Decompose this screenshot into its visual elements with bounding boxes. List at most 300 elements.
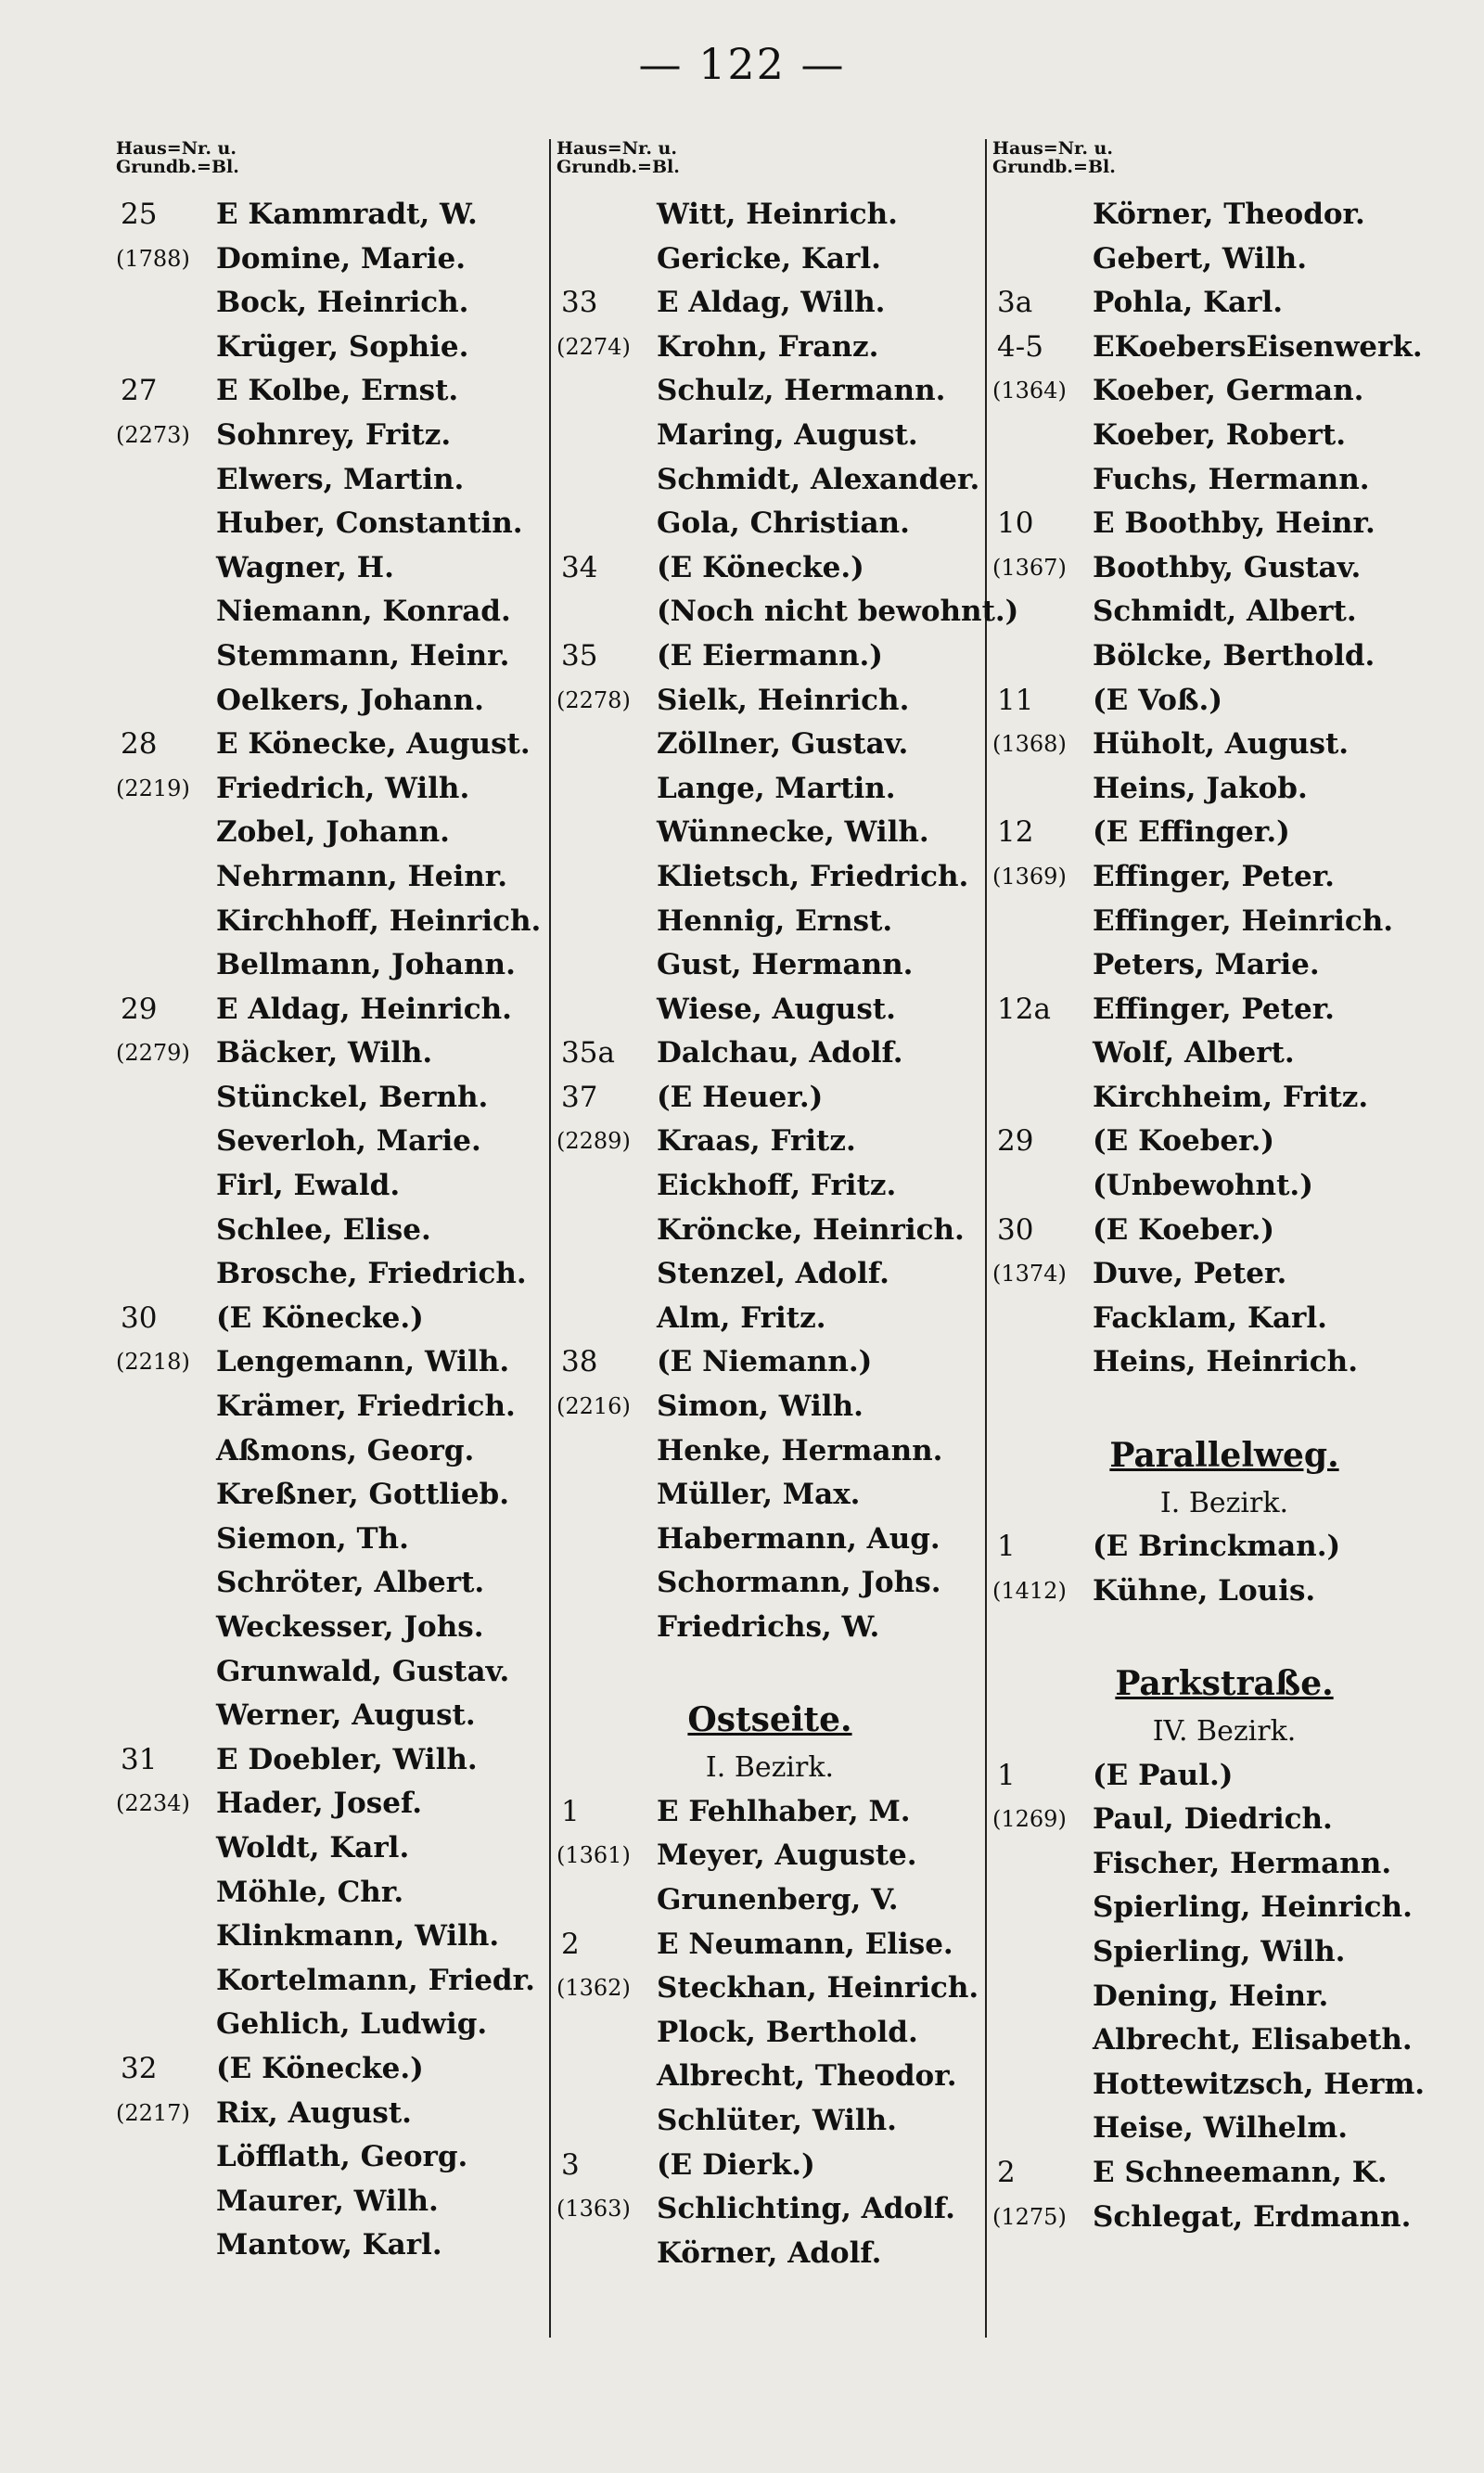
resident-name: Friedrich, Wilh. <box>216 771 470 805</box>
resident-name: E Boothby, Heinr. <box>1093 506 1375 541</box>
directory-entry <box>116 1782 543 1826</box>
directory-entry <box>992 767 1456 812</box>
directory-entry <box>116 1120 543 1164</box>
land-register-number: (2234) <box>116 1790 190 1817</box>
district-label: IV. Bezirk. <box>1152 1715 1297 1748</box>
resident-name: Schröter, Albert. <box>216 1566 485 1600</box>
house-number: 30 <box>121 1301 158 1335</box>
resident-name: E Fehlhaber, M. <box>657 1794 911 1828</box>
directory-entry <box>116 1297 543 1341</box>
resident-name: Heise, Wilhelm. <box>1093 2111 1349 2146</box>
resident-name: E Schneemann, K. <box>1093 2155 1388 2189</box>
resident-name: Hüholt, August. <box>1093 727 1350 762</box>
resident-name: Steckhan, Heinrich. <box>657 1971 979 2005</box>
resident-name: Gehlich, Ludwig. <box>216 2007 488 2042</box>
directory-entry <box>116 1606 543 1650</box>
resident-name: Zöllner, Gustav. <box>657 727 909 762</box>
land-register-number: (1362) <box>556 1975 631 2002</box>
resident-name: Alm, Fritz. <box>657 1301 826 1335</box>
directory-entry <box>992 1798 1456 1842</box>
resident-name: Schlegat, Erdmann. <box>1093 2199 1412 2234</box>
resident-name: E Doebler, Wilh. <box>216 1742 478 1776</box>
header-house-number: Haus=Nr. u. <box>556 138 677 159</box>
resident-name: Firl, Ewald. <box>216 1169 401 1203</box>
directory-entry <box>116 679 543 724</box>
directory-entry <box>116 1031 543 1076</box>
land-register-number: (2289) <box>556 1128 631 1155</box>
resident-name: Gola, Christian. <box>657 506 910 541</box>
directory-entry <box>116 237 543 282</box>
directory-entry <box>556 855 983 900</box>
resident-name: Gericke, Karl. <box>657 241 881 275</box>
resident-name: Kühne, Louis. <box>1093 1573 1316 1608</box>
resident-name: (E Eiermann.) <box>657 638 883 673</box>
resident-name: Facklam, Karl. <box>1093 1301 1327 1335</box>
resident-name: Witt, Heinrich. <box>657 198 898 231</box>
resident-name: Duve, Peter. <box>1093 1257 1287 1291</box>
resident-name: Huber, Constantin. <box>216 506 523 541</box>
directory-entry <box>116 1076 543 1121</box>
directory-entry <box>992 193 1456 237</box>
directory-entry <box>992 1930 1456 1975</box>
resident-name: Schmidt, Albert. <box>1093 595 1357 629</box>
directory-entry <box>556 1606 983 1650</box>
resident-name: (Unbewohnt.) <box>1093 1169 1313 1203</box>
directory-entry <box>116 1738 543 1783</box>
resident-name: Krohn, Franz. <box>657 329 879 364</box>
directory-entry <box>116 1518 543 1562</box>
resident-name: Effinger, Heinrich. <box>1093 903 1394 938</box>
directory-entry <box>116 1694 543 1738</box>
land-register-number: (1363) <box>556 2196 631 2223</box>
resident-name: (E Niemann.) <box>657 1345 873 1379</box>
land-register-number: (2279) <box>116 1040 190 1067</box>
land-register-number: (1369) <box>992 863 1067 890</box>
land-register-number: (2274) <box>556 333 631 360</box>
directory-entry <box>992 723 1456 767</box>
directory-entry <box>556 281 983 326</box>
house-number: 29 <box>121 992 158 1026</box>
resident-name: Siemon, Th. <box>216 1521 409 1556</box>
resident-name: Gust, Hermann. <box>657 948 914 982</box>
directory-entry <box>992 326 1456 370</box>
directory-entry <box>556 326 983 370</box>
resident-name: Hottewitzsch, Herm. <box>1093 2067 1426 2101</box>
resident-name: Gebert, Wilh. <box>1093 241 1307 275</box>
directory-entry <box>116 767 543 812</box>
directory-entry <box>116 590 543 634</box>
resident-name: Stenzel, Adolf. <box>657 1257 889 1291</box>
resident-name: Boothby, Gustav. <box>1093 550 1362 584</box>
resident-name: Effinger, Peter. <box>1093 859 1335 893</box>
house-number: 4-5 <box>997 329 1043 364</box>
spacer <box>992 1613 1456 1658</box>
directory-entry <box>116 988 543 1032</box>
house-number: 34 <box>561 550 598 584</box>
directory-entry <box>556 1164 983 1209</box>
resident-name: Friedrichs, W. <box>657 1610 880 1644</box>
header-land-register: Grundb.=Bl. <box>992 157 1116 177</box>
directory-entry <box>992 855 1456 900</box>
resident-name: Fuchs, Hermann. <box>1093 462 1370 496</box>
directory-entry <box>116 811 543 855</box>
column-header <box>116 139 543 193</box>
directory-entry <box>992 1975 1456 2019</box>
resident-name: Heins, Jakob. <box>1093 771 1308 805</box>
resident-name: Albrecht, Elisabeth. <box>1093 2023 1413 2057</box>
spacer <box>556 1650 983 1695</box>
resident-name: Koeber, German. <box>1093 374 1364 408</box>
directory-entry <box>556 1297 983 1341</box>
house-number: 30 <box>997 1212 1034 1247</box>
directory-entry <box>992 369 1456 414</box>
resident-name: Bölcke, Berthold. <box>1093 638 1375 673</box>
directory-entry <box>556 1340 983 1385</box>
directory-entry <box>116 2223 543 2268</box>
resident-name: Möhle, Chr. <box>216 1875 404 1909</box>
column-divider <box>985 139 987 2338</box>
house-number: 2 <box>997 2155 1016 2189</box>
directory-entry <box>992 1570 1456 1614</box>
directory-entry <box>116 2003 543 2047</box>
directory-entry <box>992 458 1456 503</box>
house-number: 12a <box>997 992 1051 1026</box>
house-number: 37 <box>561 1080 598 1114</box>
resident-name: Mantow, Karl. <box>216 2228 442 2262</box>
directory-entry <box>556 988 983 1032</box>
resident-name: E Aldag, Wilh. <box>657 286 886 320</box>
resident-name: Spierling, Wilh. <box>1093 1934 1346 1968</box>
resident-name: Maring, August. <box>657 417 918 452</box>
section-title: Parallelweg. <box>1109 1435 1339 1475</box>
directory-entry <box>992 414 1456 458</box>
house-number: 1 <box>997 1758 1016 1792</box>
house-number: 2 <box>561 1927 580 1961</box>
resident-name: Kortelmann, Friedr. <box>216 1963 535 1997</box>
column-header <box>992 139 1456 193</box>
resident-name: Henke, Hermann. <box>657 1433 943 1467</box>
directory-entry <box>556 1385 983 1429</box>
header-land-register: Grundb.=Bl. <box>116 157 239 177</box>
directory-entry <box>556 767 983 812</box>
directory-entry <box>116 2047 543 2092</box>
house-number: 33 <box>561 286 598 320</box>
resident-name: (E Dierk.) <box>657 2147 815 2182</box>
land-register-number: (1361) <box>556 1842 631 1869</box>
section-title: Ostseite. <box>687 1700 852 1740</box>
resident-name: (E Könecke.) <box>216 2051 424 2085</box>
resident-name: Schmidt, Alexander. <box>657 462 980 496</box>
resident-name: Albrecht, Theodor. <box>657 2059 957 2094</box>
directory-entry <box>992 1164 1456 1209</box>
resident-name: Dalchau, Adolf. <box>657 1036 903 1070</box>
directory-entry <box>116 723 543 767</box>
resident-name: Stemmann, Heinr. <box>216 638 510 673</box>
entry-list <box>992 193 1456 2239</box>
resident-name: (E Könecke.) <box>657 550 864 584</box>
directory-entry <box>556 237 983 282</box>
directory-entry <box>556 1923 983 1967</box>
directory-entry <box>992 1031 1456 1076</box>
directory-entry <box>116 1209 543 1253</box>
resident-name: E Aldag, Heinrich. <box>216 992 512 1026</box>
directory-entry <box>116 1561 543 1606</box>
district-label: I. Bezirk. <box>1159 1486 1289 1519</box>
land-register-number: (1275) <box>992 2203 1067 2230</box>
house-number: 10 <box>997 506 1034 541</box>
resident-name: Löfflath, Georg. <box>216 2140 468 2174</box>
resident-name: (E Koeber.) <box>1093 1124 1275 1159</box>
directory-entry <box>556 1209 983 1253</box>
directory-entry <box>556 2144 983 2188</box>
spacer <box>992 1385 1456 1429</box>
resident-name: E Kolbe, Ernst. <box>216 374 459 408</box>
directory-entry <box>116 900 543 944</box>
resident-name: Lange, Martin. <box>657 771 896 805</box>
resident-name: Fischer, Hermann. <box>1093 1846 1392 1880</box>
directory-entry <box>992 1297 1456 1341</box>
resident-name: Stünckel, Bernh. <box>216 1080 489 1114</box>
resident-name: Schulz, Hermann. <box>657 374 946 408</box>
house-number: 27 <box>121 374 158 408</box>
directory-entry <box>556 193 983 237</box>
header-house-number: Haus=Nr. u. <box>992 138 1113 159</box>
house-number: 12 <box>997 815 1034 850</box>
resident-name: Kirchheim, Fritz. <box>1093 1080 1369 1114</box>
directory-entry <box>556 2055 983 2099</box>
land-register-number: (1269) <box>992 1806 1067 1833</box>
column-3 <box>992 139 1456 2239</box>
resident-name: Peters, Marie. <box>1093 948 1320 982</box>
directory-entry <box>556 458 983 503</box>
directory-entry <box>556 1790 983 1835</box>
directory-entry <box>556 943 983 988</box>
resident-name: Grunwald, Gustav. <box>216 1654 510 1688</box>
directory-entry <box>116 2135 543 2180</box>
directory-entry <box>992 590 1456 634</box>
directory-entry <box>992 900 1456 944</box>
entry-list <box>116 193 543 2268</box>
directory-entry <box>556 414 983 458</box>
resident-name: (E Könecke.) <box>216 1301 424 1335</box>
directory-entry <box>992 1209 1456 1253</box>
resident-name: Hennig, Ernst. <box>657 903 893 938</box>
house-number: 35a <box>561 1036 615 1070</box>
resident-name: Koeber, Robert. <box>1093 417 1347 452</box>
resident-name: Effinger, Peter. <box>1093 992 1335 1026</box>
directory-entry <box>116 458 543 503</box>
resident-name: Klinkmann, Wilh. <box>216 1919 500 1954</box>
directory-entry <box>992 811 1456 855</box>
resident-name: Meyer, Auguste. <box>657 1839 917 1873</box>
column-1 <box>116 139 543 2268</box>
resident-name: Werner, August. <box>216 1698 476 1733</box>
resident-name: Bellmann, Johann. <box>216 948 516 982</box>
directory-entry <box>116 369 543 414</box>
directory-entry <box>992 1120 1456 1164</box>
land-register-number: (2278) <box>556 686 631 713</box>
land-register-number: (1374) <box>992 1261 1067 1288</box>
column-header <box>556 139 983 193</box>
directory-entry <box>992 1886 1456 1930</box>
resident-name: Domine, Marie. <box>216 241 467 275</box>
directory-entry <box>556 1561 983 1606</box>
directory-entry <box>556 1518 983 1562</box>
directory-entry <box>116 2092 543 2136</box>
directory-entry <box>116 1871 543 1916</box>
directory-entry <box>992 1252 1456 1297</box>
resident-name: Wiese, August. <box>657 992 896 1026</box>
resident-name: Rix, August. <box>216 2095 412 2130</box>
directory-entry <box>556 1031 983 1076</box>
resident-name: EKoebersEisenwerk. <box>1093 329 1423 364</box>
directory-entry <box>556 679 983 724</box>
land-register-number: (1412) <box>992 1577 1067 1604</box>
house-number: 3a <box>997 286 1033 320</box>
resident-name: Wolf, Albert. <box>1093 1036 1295 1070</box>
directory-entry <box>116 502 543 546</box>
resident-name: Spierling, Heinrich. <box>1093 1890 1413 1925</box>
resident-name: Wagner, H. <box>216 550 394 584</box>
directory-entry <box>116 855 543 900</box>
resident-name: Sohnrey, Fritz. <box>216 417 452 452</box>
section-title: Parkstraße. <box>1115 1664 1334 1703</box>
resident-name: Oelkers, Johann. <box>216 683 484 717</box>
resident-name: Klietsch, Friedrich. <box>657 859 969 893</box>
house-number: 31 <box>121 1742 158 1776</box>
land-register-number: (1788) <box>116 245 190 272</box>
directory-entry <box>556 590 1019 634</box>
resident-name: (E Brinckman.) <box>1093 1530 1341 1564</box>
resident-name: Wünnecke, Wilh. <box>657 815 929 850</box>
directory-entry <box>116 414 543 458</box>
directory-entry <box>556 2232 983 2276</box>
directory-entry <box>992 2063 1456 2108</box>
resident-name: Habermann, Aug. <box>657 1521 940 1556</box>
directory-entry <box>556 369 983 414</box>
district-label: I. Bezirk. <box>705 1751 835 1785</box>
directory-entry <box>116 1385 543 1429</box>
directory-entry <box>992 1842 1456 1887</box>
resident-name: Simon, Wilh. <box>657 1390 864 1424</box>
house-number: 25 <box>121 198 158 231</box>
directory-entry <box>556 1252 983 1297</box>
directory-entry <box>556 900 983 944</box>
directory-entry <box>992 1525 1456 1570</box>
directory-entry <box>992 943 1456 988</box>
directory-entry <box>992 237 1456 282</box>
land-register-number: (2216) <box>556 1393 631 1420</box>
directory-entry <box>116 1164 543 1209</box>
directory-entry <box>116 634 543 679</box>
directory-entry <box>556 723 983 767</box>
directory-entry <box>556 811 983 855</box>
resident-name: E Neumann, Elise. <box>657 1927 953 1961</box>
directory-entry <box>116 1473 543 1518</box>
resident-name: Körner, Theodor. <box>1093 198 1365 231</box>
directory-entry <box>556 634 983 679</box>
directory-entry <box>116 1340 543 1385</box>
house-number: 29 <box>997 1124 1034 1159</box>
land-register-number: (1367) <box>992 554 1067 581</box>
resident-name: Krüger, Sophie. <box>216 329 469 364</box>
directory-entry <box>992 546 1456 591</box>
resident-name: Körner, Adolf. <box>657 2236 882 2270</box>
directory-entry <box>556 546 983 591</box>
directory-entry <box>116 1959 543 2004</box>
directory-entry <box>556 502 983 546</box>
house-number: 1 <box>561 1794 580 1828</box>
house-number: 11 <box>997 683 1034 717</box>
resident-name: Weckesser, Johs. <box>216 1610 484 1644</box>
resident-name: Kreßner, Gottlieb. <box>216 1478 510 1512</box>
header-house-number: Haus=Nr. u. <box>116 138 237 159</box>
resident-name: (E Koeber.) <box>1093 1212 1275 1247</box>
directory-entry <box>992 1754 1456 1799</box>
resident-name: Zobel, Johann. <box>216 815 450 850</box>
directory-entry <box>116 943 543 988</box>
directory-entry <box>556 1473 983 1518</box>
directory-entry <box>992 2107 1456 2151</box>
directory-entry <box>116 1252 543 1297</box>
directory-entry <box>116 1650 543 1695</box>
resident-name: Woldt, Karl. <box>216 1830 410 1864</box>
resident-name: Kirchhoff, Heinrich. <box>216 903 542 938</box>
resident-name: E Könecke, August. <box>216 727 531 762</box>
house-number: 3 <box>561 2147 580 2182</box>
house-number: 38 <box>561 1345 598 1379</box>
land-register-number: (2219) <box>116 775 190 801</box>
resident-name: Schlichting, Adolf. <box>657 2192 955 2226</box>
house-number: 35 <box>561 638 598 673</box>
land-register-number: (2217) <box>116 2099 190 2126</box>
resident-name: Grunenberg, V. <box>657 1882 899 1916</box>
directory-entry <box>556 2187 983 2232</box>
resident-name: Dening, Heinr. <box>1093 1979 1329 2013</box>
resident-name: (Noch nicht bewohnt.) <box>657 595 1019 629</box>
directory-entry <box>116 546 543 591</box>
land-register-number: (1368) <box>992 731 1067 758</box>
directory-entry <box>116 326 543 370</box>
resident-name: (E Paul.) <box>1093 1758 1234 1792</box>
directory-entry <box>992 502 1456 546</box>
resident-name: Paul, Diedrich. <box>1093 1802 1333 1837</box>
land-register-number: (2218) <box>116 1349 190 1376</box>
resident-name: Maurer, Wilh. <box>216 2184 439 2218</box>
resident-name: Bäcker, Wilh. <box>216 1036 433 1070</box>
resident-name: (E Heuer.) <box>657 1080 824 1114</box>
directory-entry <box>556 2011 983 2056</box>
house-number: 32 <box>121 2051 158 2085</box>
resident-name: Heins, Heinrich. <box>1093 1345 1359 1379</box>
resident-name: Lengemann, Wilh. <box>216 1345 510 1379</box>
directory-entry <box>556 1834 983 1878</box>
directory-entry <box>992 2018 1456 2063</box>
directory-entry <box>992 634 1456 679</box>
directory-entry <box>556 1120 983 1164</box>
directory-entry <box>992 2151 1456 2196</box>
resident-name: Müller, Max. <box>657 1478 861 1512</box>
directory-entry <box>116 1429 543 1474</box>
resident-name: Brosche, Friedrich. <box>216 1257 527 1291</box>
column-divider <box>549 139 551 2338</box>
directory-entry <box>992 1340 1456 1385</box>
resident-name: Bock, Heinrich. <box>216 286 469 320</box>
directory-entry <box>992 281 1456 326</box>
resident-name: E Kammradt, W. <box>216 198 478 231</box>
resident-name: (E Effinger.) <box>1093 815 1290 850</box>
resident-name: Nehrmann, Heinr. <box>216 859 508 893</box>
